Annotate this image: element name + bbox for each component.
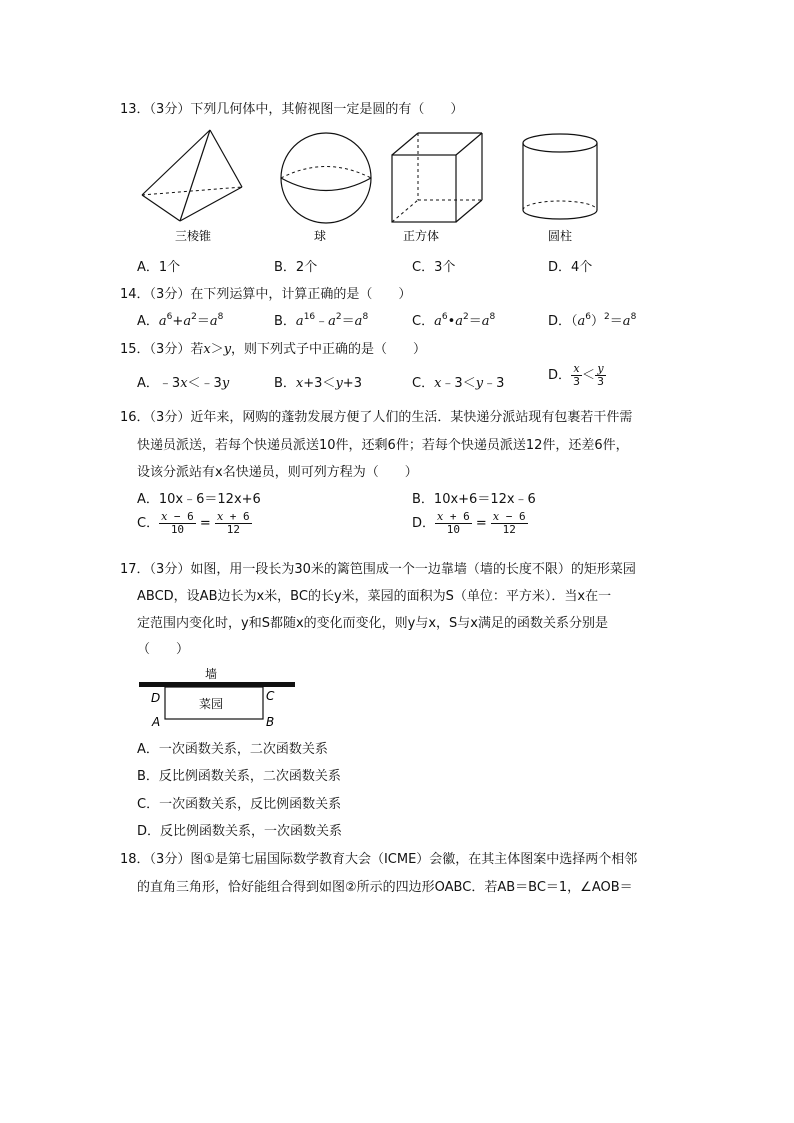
q15-option-a[interactable]: A．﹣3x＜﹣3y: [137, 376, 230, 391]
label-cube: 正方体: [403, 229, 440, 243]
label-pyramid: 三棱锥: [175, 229, 212, 243]
q18-line-2: 的直角三角形，恰好能组合得到如图②所示的四边形OABC．若AB＝BC＝1，∠AOB＝: [137, 880, 633, 895]
q13-stem: 13．（3分）下列几何体中，其俯视图一定是圆的有（ ）: [120, 102, 464, 117]
q17-option-a[interactable]: A．一次函数关系，二次函数关系: [137, 742, 328, 757]
q13-option-a[interactable]: A．1个: [137, 260, 181, 275]
q14-option-b[interactable]: B．$a^{16}﹣a^2=a^8$: [274, 312, 369, 329]
q17-line-3: 定范围内变化时，y和S都随x的变化而变化，则y与x，S与x满足的函数关系分别是: [137, 616, 608, 631]
q13-option-c[interactable]: C．3个: [412, 260, 456, 275]
q14-option-a[interactable]: A．$a^6+a^2=a^8$: [137, 312, 224, 329]
q15-option-b[interactable]: B．x+3＜y+3: [274, 376, 362, 391]
cube-figure: [392, 133, 482, 222]
q17-line-2: ABCD，设AB边长为x米，BC的长y米，菜园的面积为S（单位：平方米）．当x在一: [137, 589, 612, 604]
garden-label: 菜园: [199, 697, 224, 711]
wall-label: 墙: [205, 667, 218, 681]
q13-option-d[interactable]: D．4个: [548, 260, 593, 275]
q16-line-2: 快递员派送，若每个快递员派送10件，还剩6件；若每个快递员派送12件，还差6件，: [137, 438, 629, 453]
sphere-figure: [281, 133, 371, 223]
label-C: C: [266, 689, 275, 703]
label-B: B: [266, 715, 275, 729]
label-sphere: 球: [314, 229, 327, 243]
q15-stem: 15．（3分）若x＞y，则下列式子中正确的是（ ）: [120, 342, 427, 357]
q18-line-1: 18．（3分）图①是第七届国际数学教育大会（ICME）会徽，在其主体图案中选择两个相邻: [120, 852, 638, 867]
q17-line-4: （ ）: [137, 642, 190, 657]
q17-option-d[interactable]: D．反比例函数关系，一次函数关系: [137, 824, 343, 839]
q17-line-1: 17．（3分）如图，用一段长为30米的篱笆围成一个一边靠墙（墙的长度不限）的矩形菜园: [120, 562, 636, 577]
cylinder-figure: [523, 134, 597, 219]
label-A: A: [152, 715, 161, 729]
label-D: D: [151, 691, 161, 705]
q16-option-b[interactable]: B．10x+6＝12x﹣6: [412, 492, 536, 507]
q16-option-c[interactable]: C． $\frac{x - 6}{10}$ = $\frac{x + 6}{12}$: [137, 510, 250, 536]
q17-option-c[interactable]: C．一次函数关系，反比例函数关系: [137, 797, 342, 812]
q13-figures: [130, 125, 630, 250]
q15-option-c[interactable]: C．x﹣3＜y﹣3: [412, 376, 505, 391]
q14-option-c[interactable]: C．$a^6•a^2=a^8$: [412, 312, 496, 329]
q14-option-d[interactable]: D．$(a^6)^2=a^8$: [548, 312, 637, 329]
q15-option-d[interactable]: D． $\frac{x}{3}$ ＜ $\frac{y}{3}$: [548, 362, 605, 388]
pyramid-figure: [142, 130, 242, 221]
q13-option-b[interactable]: B．2个: [274, 260, 318, 275]
q16-line-3: 设该分派站有x名快递员，则可列方程为（ ）: [137, 465, 418, 480]
q16-option-d[interactable]: D． $\frac{x + 6}{10}$ = $\frac{x - 6}{12}$: [412, 510, 526, 536]
q17-garden-figure: [137, 660, 302, 730]
q16-option-a[interactable]: A．10x﹣6＝12x+6: [137, 492, 261, 507]
q14-stem: 14．（3分）在下列运算中，计算正确的是（ ）: [120, 287, 412, 302]
label-cylinder: 圆柱: [548, 229, 573, 243]
q16-line-1: 16．（3分）近年来，网购的蓬勃发展方便了人们的生活．某快递分派站现有包裹若干件需: [120, 410, 633, 425]
q17-option-b[interactable]: B．反比例函数关系，二次函数关系: [137, 769, 341, 784]
